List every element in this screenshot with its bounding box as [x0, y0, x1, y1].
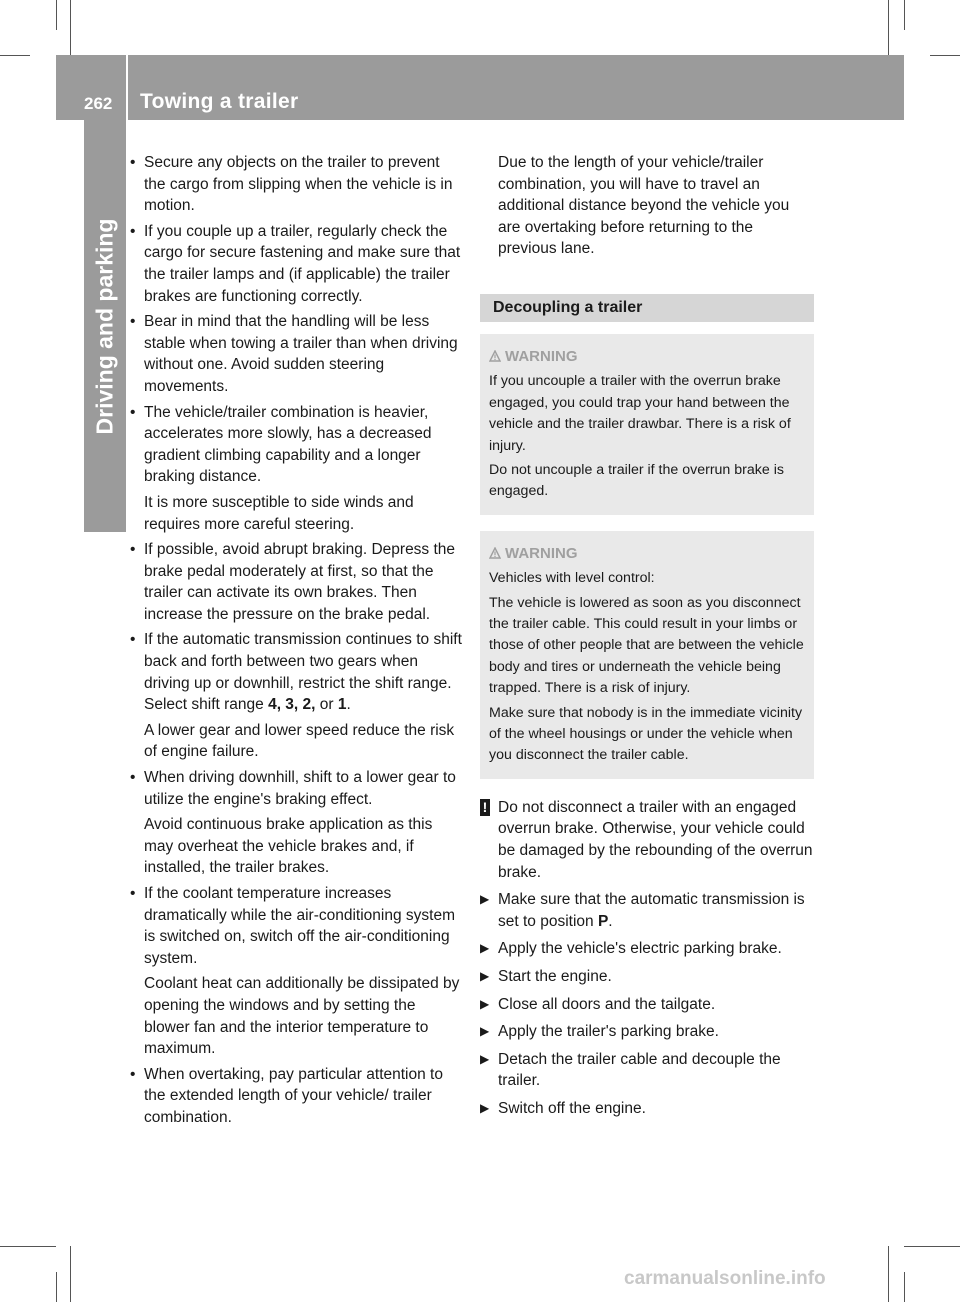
crop-mark: [56, 0, 57, 30]
crop-mark: [904, 0, 905, 30]
list-item-text: If possible, avoid abrupt braking. Depress the brake pedal moderately at first, so that the trailer can activate its own brakes. Then increase the pressure on the brake pedal.: [144, 541, 456, 623]
step-arrow-icon: ▶: [480, 1101, 490, 1115]
bullet-icon: •: [130, 769, 136, 787]
list-item: [130, 767, 462, 879]
step-text: Apply the trailer's parking brake.: [498, 1023, 719, 1041]
instruction-step: [480, 889, 814, 932]
bullet-icon: •: [130, 1065, 136, 1083]
bullet-icon: •: [130, 541, 136, 559]
step-arrow-icon: ▶: [480, 892, 490, 907]
list-item-text: Secure any objects on the trailer to prevent the cargo from slipping when the vehicle is in motion.: [144, 154, 453, 215]
header-divider: [126, 55, 128, 120]
step-text: Close all doors and the tailgate.: [498, 995, 716, 1013]
step-text: .: [608, 912, 613, 930]
crop-mark: [0, 1246, 56, 1247]
bullet-icon: •: [130, 403, 136, 421]
instruction-step: [480, 966, 814, 988]
chapter-tab-label-wrap: [84, 120, 126, 532]
list-item-note: Avoid continuous brake application as this may overheat the vehicle brakes and, if installed, the trailer brakes.: [144, 816, 433, 877]
list-item: [130, 1064, 462, 1129]
list-item-text: The vehicle/trailer combination is heavier, accelerates more slowly, has a decreased gradient climbing capability and a longer braking distance.: [144, 403, 432, 486]
warning-box: [480, 531, 814, 779]
list-item-note: A lower gear and lower speed reduce the risk of engine failure.: [144, 721, 455, 761]
crop-mark: [70, 0, 71, 55]
step-arrow-icon: ▶: [480, 996, 490, 1011]
list-item-text: When driving downhill, shift to a lower gear to utilize the engine's braking effect.: [144, 769, 456, 808]
warning-text: Make sure that nobody is in the immediate vicinity of the wheel housings or under the vehicle when you disconnect the trailer cable.: [489, 704, 803, 764]
list-item: [130, 221, 462, 307]
instruction-step: [480, 1021, 814, 1043]
crop-mark: [904, 1272, 905, 1302]
right-column: [480, 152, 814, 1120]
list-item: [130, 311, 462, 397]
step-text: Detach the trailer cable and decouple the trailer.: [498, 1050, 781, 1090]
instruction-step: [480, 994, 814, 1016]
warning-text: The vehicle is lowered as soon as you disconnect the trailer cable. This could result in your limbs or those of other people that are between the vehicle body and tires or underneath the vehicle being trapped. There is a risk of injury.: [489, 594, 804, 697]
list-item: [130, 629, 462, 763]
step-text: Switch off the engine.: [498, 1100, 646, 1117]
left-column: [130, 152, 462, 1133]
warning-label: WARNING: [505, 347, 578, 365]
list-item-text: .: [346, 696, 351, 714]
notice: [480, 797, 814, 883]
intro-paragraph: Due to the length of your vehicle/trailer combination, you will have to travel an additional distance beyond the vehicle you are overtaking before returning to the previous lane.: [498, 154, 790, 258]
list-item: [130, 152, 462, 217]
list-item: [130, 402, 462, 536]
warning-triangle-icon: [489, 347, 501, 368]
section-heading: Decoupling a trailer: [480, 294, 814, 322]
crop-mark: [888, 1246, 889, 1302]
exclamation-icon: !: [480, 799, 490, 816]
instruction-step: [480, 1049, 814, 1092]
crop-mark: [904, 1246, 960, 1247]
warning-title: [489, 346, 805, 367]
crop-mark: [930, 55, 960, 56]
list-item-note: Coolant heat can additionally be dissipated by opening the windows and by setting the blower fan and the interior temperature to maximum.: [144, 975, 460, 1058]
shift-range-values: 4, 3, 2,: [268, 696, 316, 714]
crop-mark: [70, 1246, 71, 1302]
crop-mark: [0, 55, 30, 56]
warning-label: WARNING: [505, 544, 578, 562]
warning-text: If you uncouple a trailer with the overrun brake engaged, you could trap your hand between the vehicle and the trailer drawbar. There is a risk of injury.: [489, 373, 791, 454]
list-item-text: If the automatic transmission continues to shift back and forth between two gears when driving up or downhill, restrict the shift range. Select shift range: [144, 631, 462, 714]
chapter-tab-label: Driving and parking: [91, 218, 118, 434]
watermark: carmanualsonline.info: [624, 1268, 826, 1289]
crop-mark: [56, 1272, 57, 1302]
warning-text: Do not uncouple a trailer if the overrun brake is engaged.: [489, 462, 784, 500]
list-item-text: When overtaking, pay particular attention to the extended length of your vehicle/ trailer combination.: [144, 1065, 443, 1126]
step-arrow-icon: ▶: [480, 969, 490, 984]
step-arrow-icon: ▶: [480, 1051, 490, 1066]
list-item-note: It is more susceptible to side winds and requires more careful steering.: [144, 493, 414, 533]
bullet-icon: •: [130, 631, 136, 649]
warning-triangle-icon: [489, 544, 501, 565]
page-number: 262: [84, 94, 113, 113]
page-title: Towing a trailer: [140, 90, 299, 113]
bullet-icon: •: [130, 154, 136, 171]
list-item-text: If the coolant temperature increases dramatically while the air-conditioning system is switched on, switch off the air-conditioning system.: [144, 885, 455, 967]
shift-range-value: 1: [337, 696, 347, 714]
list-item: [130, 883, 462, 1060]
warning-box: [480, 334, 814, 515]
list-item-text: or: [315, 696, 338, 714]
list-item: [130, 539, 462, 625]
instruction-step: [480, 1098, 814, 1120]
step-text: Make sure that the automatic transmission is set to position: [498, 891, 805, 930]
gear-position: P: [597, 912, 609, 930]
instruction-step: [480, 938, 814, 960]
warning-title: [489, 543, 805, 564]
step-arrow-icon: ▶: [480, 1024, 490, 1039]
step-text: Apply the vehicle's electric parking brake.: [498, 940, 782, 958]
list-item-text: Bear in mind that the handling will be less stable when towing a trailer than when driving without one. Avoid sudden steering movements.: [144, 313, 458, 395]
warning-text: Vehicles with level control:: [489, 570, 655, 587]
notice-text: Do not disconnect a trailer with an engaged overrun brake. Otherwise, your vehicle could be damaged by the rebounding of the overrun brake.: [498, 798, 813, 881]
crop-mark: [888, 0, 889, 55]
bullet-icon: •: [130, 885, 136, 902]
step-text: Start the engine.: [498, 968, 612, 986]
bullet-icon: •: [130, 313, 136, 331]
list-item-text: If you couple up a trailer, regularly check the cargo for secure fastening and make sure that the trailer lamps and (if applicable) the trailer brakes are functioning correctly.: [144, 222, 461, 305]
bullet-icon: •: [130, 222, 136, 240]
step-arrow-icon: ▶: [480, 941, 490, 956]
